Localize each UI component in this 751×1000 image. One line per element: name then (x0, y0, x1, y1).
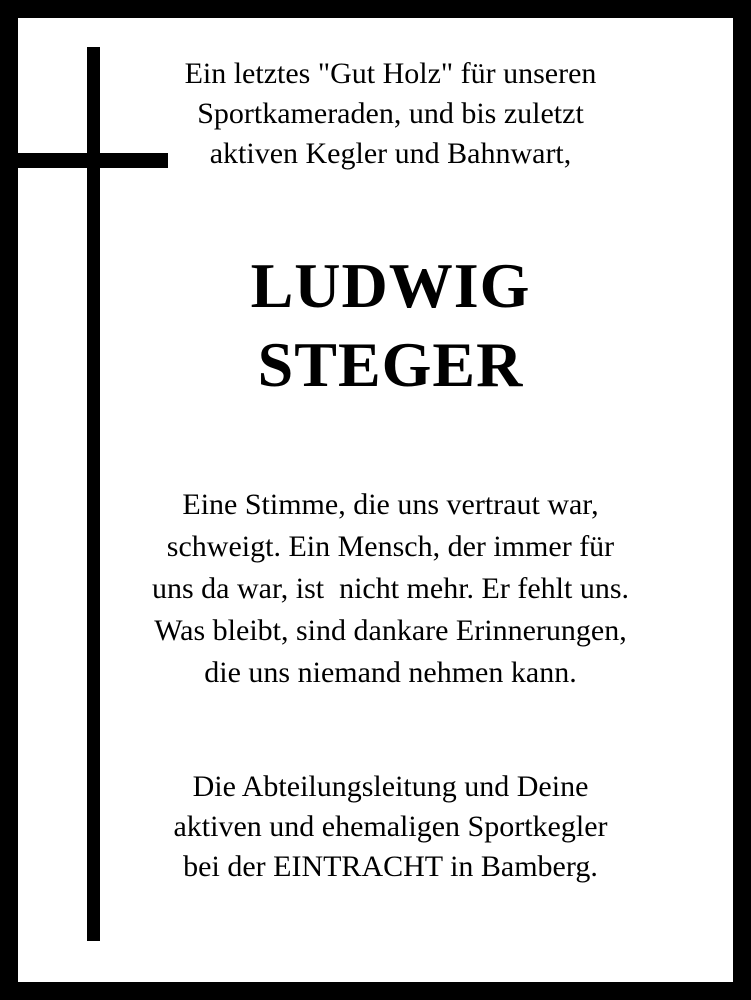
memorial-line: Was bleibt, sind dankare Erinnerungen, (154, 614, 627, 647)
intro-line: Ein letztes "Gut Holz" für unseren (184, 57, 597, 90)
memorial-line: schweigt. Ein Mensch, der immer für (166, 530, 615, 563)
deceased-name (48, 246, 733, 404)
closing-text (48, 767, 733, 887)
intro-text (48, 54, 733, 174)
closing-line: bei der EINTRACHT in Bamberg. (183, 850, 598, 883)
closing-line: Die Abteilungsleitung und Deine (192, 770, 589, 803)
memorial-text (48, 484, 733, 694)
memorial-line: Eine Stimme, die uns vertraut war, (182, 488, 599, 521)
memorial-line: uns da war, ist nicht mehr. Er fehlt uns. (151, 572, 630, 605)
memorial-line: die uns niemand nehmen kann. (204, 656, 577, 689)
deceased-last-name: STEGER (257, 329, 524, 400)
intro-line: aktiven Kegler und Bahnwart, (209, 137, 572, 170)
closing-line: aktiven und ehemaligen Sportkegler (173, 810, 608, 843)
intro-line: Sportkameraden, und bis zuletzt (197, 97, 584, 130)
deceased-first-name: LUDWIG (250, 250, 531, 321)
